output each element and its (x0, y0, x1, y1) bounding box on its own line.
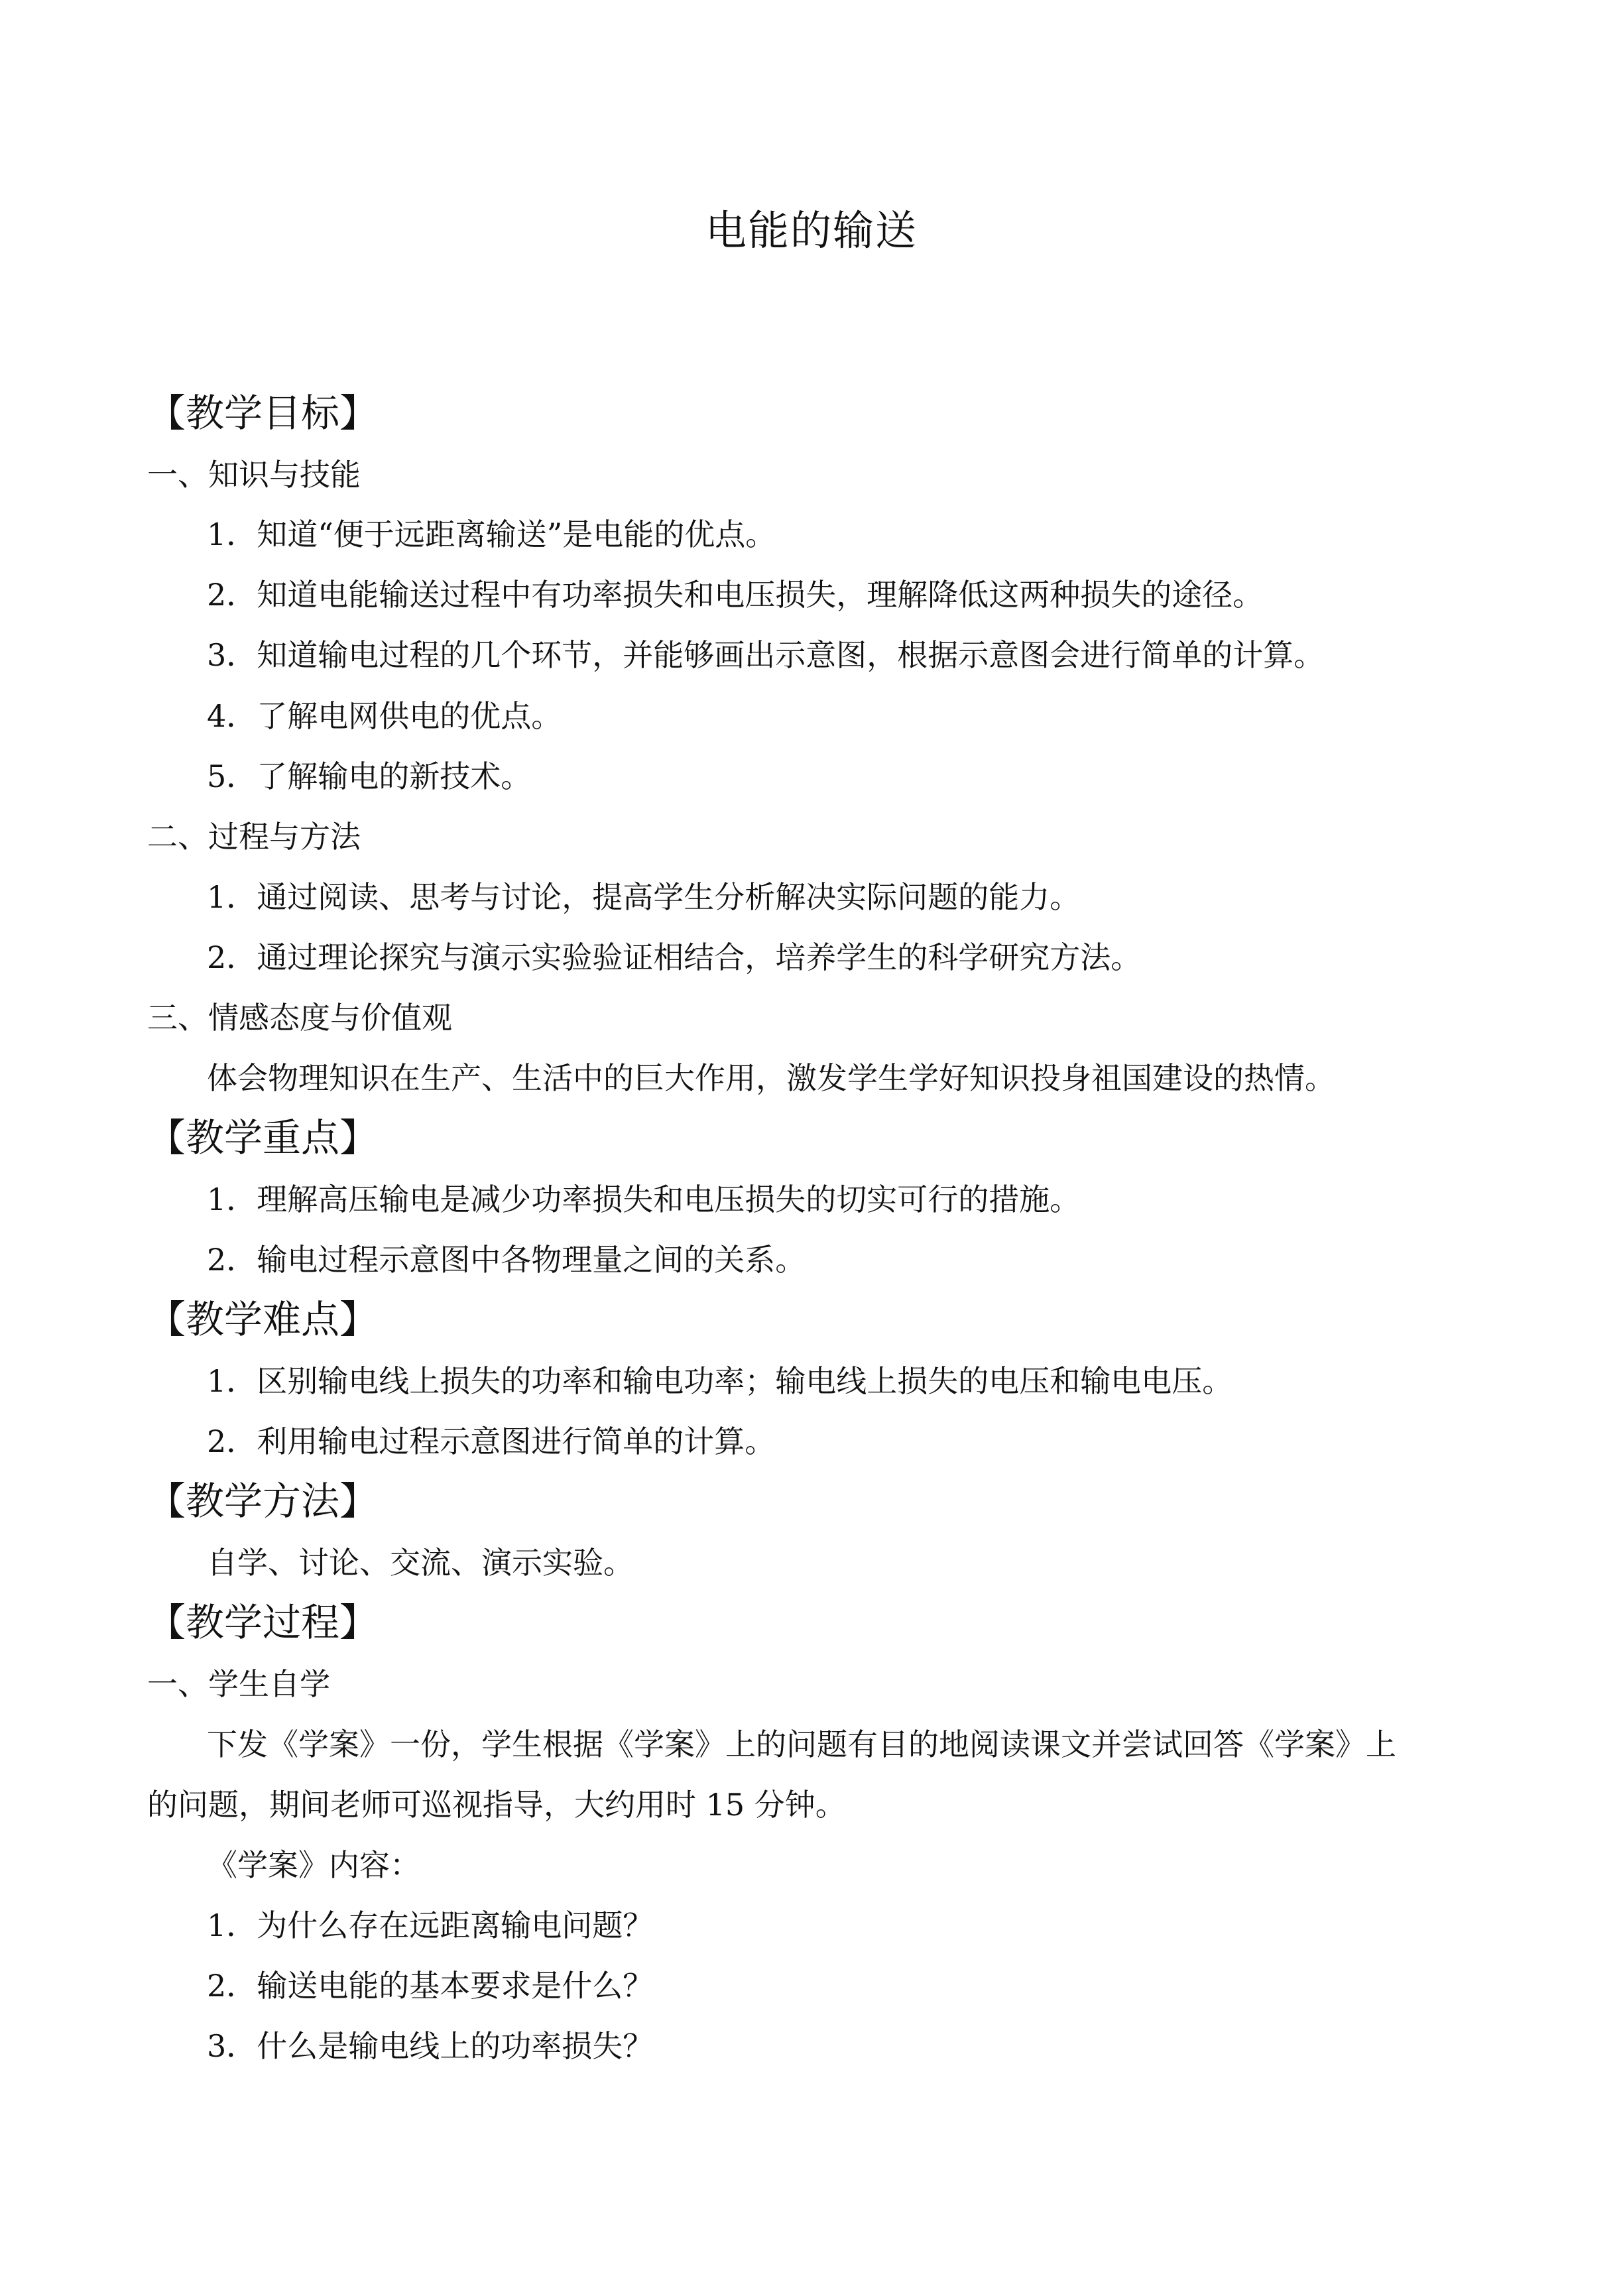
difficulty-item: 1．区别输电线上损失的功率和输电功率；输电线上损失的电压和输电电压。 (207, 1363, 1233, 1399)
objective-item: 2．知道电能输送过程中有功率损失和电压损失，理解降低这两种损失的途径。 (207, 577, 1264, 613)
objective-item: 5．了解输电的新技术。 (207, 758, 532, 794)
heading-process: 【教学过程】 (147, 1600, 379, 1645)
document-title: 电能的输送 (705, 206, 918, 255)
objective-item: 1．通过阅读、思考与讨论，提高学生分析解决实际问题的能力。 (207, 879, 1081, 915)
heading-objectives: 【教学目标】 (147, 391, 379, 436)
study-question: 3．什么是输电线上的功率损失？ (207, 2028, 654, 2064)
methods-text: 自学、讨论、交流、演示实验。 (207, 1545, 634, 1581)
heading-methods: 【教学方法】 (147, 1479, 379, 1524)
key-point-item: 2．输电过程示意图中各物理量之间的关系。 (207, 1242, 806, 1278)
section-self-study: 一、学生自学 (147, 1666, 330, 1702)
section-process-method: 二、过程与方法 (147, 819, 361, 855)
study-question: 1．为什么存在远距离输电问题？ (207, 1907, 654, 1943)
section-knowledge-skills: 一、知识与技能 (147, 457, 361, 493)
objective-item: 3．知道输电过程的几个环节，并能够画出示意图，根据示意图会进行简单的计算。 (207, 637, 1325, 673)
heading-difficulties: 【教学难点】 (147, 1297, 379, 1342)
objective-item: 4．了解电网供电的优点。 (207, 698, 562, 734)
study-question: 2．输送电能的基本要求是什么？ (207, 1968, 654, 2004)
attitude-text: 体会物理知识在生产、生活中的巨大作用，激发学生学好知识投身祖国建设的热情。 (207, 1060, 1335, 1096)
study-guide-label: 《学案》内容： (207, 1847, 420, 1883)
objective-item: 2．通过理论探究与演示实验验证相结合，培养学生的科学研究方法。 (207, 939, 1142, 975)
process-paragraph-line: 下发《学案》一份，学生根据《学案》上的问题有目的地阅读课文并尝试回答《学案》上 (207, 1726, 1396, 1762)
process-paragraph-line: 的问题，期间老师可巡视指导，大约用时 15 分钟。 (147, 1787, 846, 1823)
section-attitude-values: 三、情感态度与价值观 (147, 1000, 452, 1036)
objective-item: 1．知道“便于远距离输送”是电能的优点。 (207, 516, 776, 552)
heading-key-points: 【教学重点】 (147, 1115, 379, 1160)
difficulty-item: 2．利用输电过程示意图进行简单的计算。 (207, 1423, 776, 1459)
key-point-item: 1．理解高压输电是减少功率损失和电压损失的切实可行的措施。 (207, 1181, 1081, 1217)
